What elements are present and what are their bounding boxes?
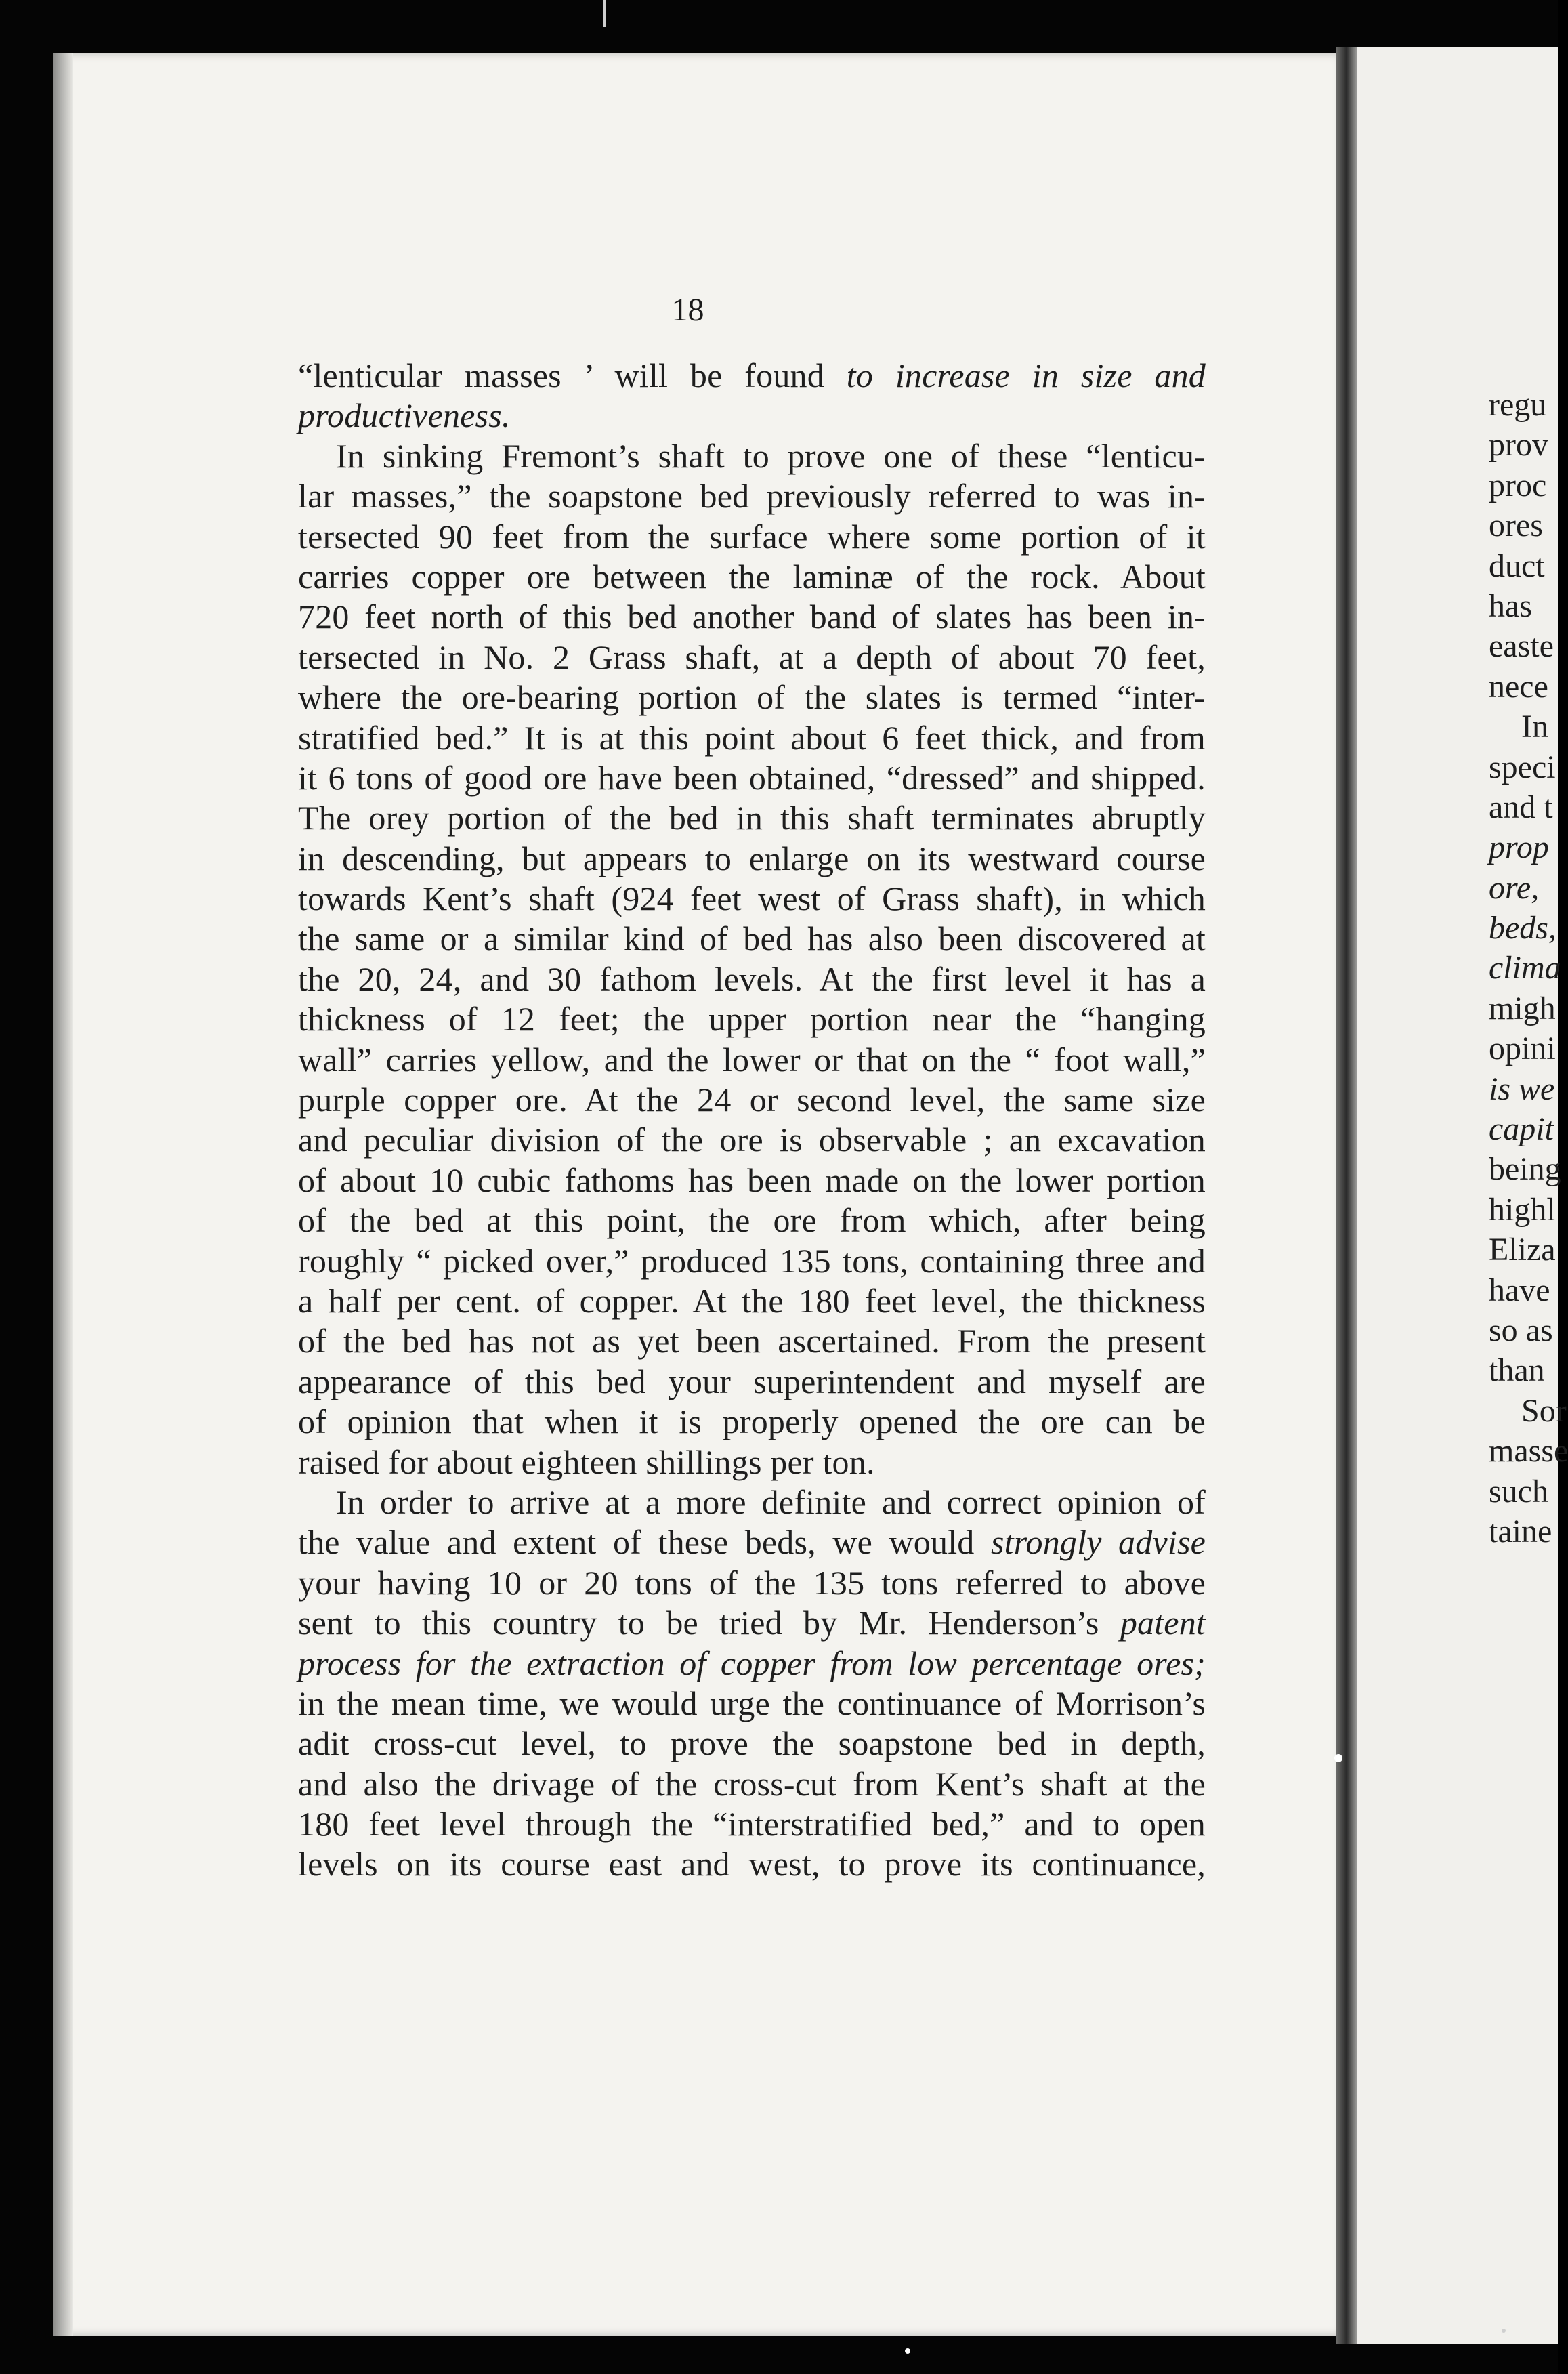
right-text-line: has	[1489, 587, 1532, 624]
italic-text-segment: productiveness.	[298, 396, 511, 435]
scan-speck	[603, 0, 606, 27]
text-segment: carries copper ore between the laminæ of the rock. About	[298, 557, 1206, 596]
text-line	[298, 1362, 1206, 1402]
text-line	[298, 436, 1206, 476]
text-line	[298, 1241, 1206, 1281]
right-text-line: clima	[1489, 950, 1561, 986]
text-line	[298, 557, 1206, 597]
text-segment: the 20, 24, and 30 fathom levels. At the first level it has a	[298, 959, 1206, 998]
text-segment: In order to arrive at a more definite and correct opinion of	[336, 1482, 1206, 1521]
text-line	[298, 839, 1206, 879]
right-text-line: ores	[1489, 507, 1543, 544]
right-text-line: capit	[1489, 1111, 1554, 1148]
italic-text-segment: strongly advise	[990, 1523, 1206, 1562]
text-line	[298, 1522, 1206, 1562]
right-text-line: duct	[1489, 547, 1545, 584]
text-line	[298, 1603, 1206, 1643]
right-text-line: In	[1521, 709, 1548, 745]
text-segment: the same or a similar kind of bed has also been discovered at	[298, 919, 1206, 958]
right-text-line: nece	[1489, 668, 1548, 705]
text-line	[298, 798, 1206, 838]
right-text-line: so as	[1489, 1312, 1553, 1348]
text-segment: and peculiar division of the ore is observable ; an excavation	[298, 1121, 1206, 1159]
text-segment: raised for about eighteen shillings per ton.	[298, 1442, 875, 1481]
right-text-line: being	[1489, 1151, 1561, 1188]
text-segment: in the mean time, we would urge the continuance of Morrison’s	[298, 1684, 1206, 1722]
right-text-line: ore,	[1489, 869, 1540, 906]
right-text-line: taine	[1489, 1513, 1552, 1549]
text-segment: wall” carries yellow, and the lower or that on the “ foot wall,”	[298, 1040, 1206, 1079]
text-line	[298, 1080, 1206, 1120]
text-segment: your having 10 or 20 tons of the 135 tons referred to above	[298, 1563, 1206, 1602]
text-segment: purple copper ore. At the 24 or second level, the same size	[298, 1081, 1206, 1119]
right-text-line: prov	[1489, 427, 1548, 463]
text-segment: 180 feet level through the “interstratified bed,” and to open	[298, 1805, 1206, 1844]
text-segment: a half per cent. of copper. At the 180 feet level, the thickness	[298, 1281, 1206, 1320]
right-text-line: is we	[1489, 1070, 1555, 1107]
text-line	[298, 758, 1206, 798]
text-line	[298, 1120, 1206, 1160]
text-segment: “lenticular masses ’ will be found	[298, 356, 847, 394]
text-line	[298, 1201, 1206, 1241]
text-segment: of the bed at this point, the ore from which, after being	[298, 1201, 1206, 1240]
right-text-line: easte	[1489, 628, 1554, 665]
text-line	[298, 1644, 1206, 1684]
right-text-line: Sor	[1521, 1392, 1567, 1429]
text-segment: lar masses,” the soapstone bed previously referred to was in-	[298, 477, 1206, 516]
right-text-line: speci	[1489, 749, 1556, 785]
text-segment: thickness of 12 feet; the upper portion near the “hanging	[298, 1000, 1206, 1039]
text-segment: the value and extent of these beds, we would	[298, 1523, 991, 1562]
text-line	[298, 1482, 1206, 1522]
text-segment: in descending, but appears to enlarge on its westward course	[298, 839, 1206, 877]
right-text-line: regu	[1489, 387, 1547, 423]
text-line	[298, 1321, 1206, 1361]
text-line	[298, 718, 1206, 758]
right-text-line: prop	[1489, 829, 1549, 866]
text-line	[298, 1442, 1206, 1482]
right-text-line: beds,	[1489, 910, 1556, 946]
text-line	[298, 1804, 1206, 1844]
text-line	[298, 999, 1206, 1039]
text-segment: levels on its course east and west, to prove its continuance,	[298, 1845, 1206, 1883]
text-line	[298, 638, 1206, 678]
right-text-line: opini	[1489, 1030, 1556, 1067]
right-text-line: Eliza	[1489, 1232, 1556, 1268]
scan-speck	[905, 2348, 910, 2354]
text-line	[298, 879, 1206, 919]
text-line	[298, 1724, 1206, 1764]
text-line	[298, 1563, 1206, 1603]
text-segment: it 6 tons of good ore have been obtained, “dressed” and shipped.	[298, 758, 1206, 797]
page-number: 18	[671, 292, 704, 328]
right-text-line: masse	[1489, 1433, 1568, 1470]
text-segment: of opinion that when it is properly opened the ore can be	[298, 1402, 1206, 1441]
text-segment: roughly “ picked over,” produced 135 tons, containing three and	[298, 1241, 1206, 1280]
right-text-line: migh	[1489, 990, 1556, 1026]
text-segment: adit cross-cut level, to prove the soapstone bed in depth,	[298, 1724, 1206, 1763]
right-text-line: have	[1489, 1272, 1550, 1308]
right-text-line: proc	[1489, 467, 1547, 503]
text-line	[298, 396, 1206, 436]
text-segment: of the bed has not as yet been ascertained. From the present	[298, 1322, 1206, 1360]
right-text-line: highl	[1489, 1191, 1556, 1228]
text-segment: of about 10 cubic fathoms has been made on the lower portion	[298, 1161, 1206, 1199]
text-line	[298, 1281, 1206, 1321]
text-line	[298, 1402, 1206, 1442]
book-gutter	[1336, 47, 1357, 2344]
text-line	[298, 1040, 1206, 1080]
text-segment: tersected 90 feet from the surface where some portion of it	[298, 517, 1206, 556]
text-segment: sent to this country to be tried by Mr. Henderson’s	[298, 1604, 1120, 1642]
text-segment: and also the drivage of the cross-cut from Kent’s shaft at the	[298, 1764, 1206, 1803]
text-segment: 720 feet north of this bed another band of slates has been in-	[298, 598, 1206, 636]
text-segment: stratified bed.” It is at this point about 6 feet thick, and from	[298, 718, 1206, 757]
right-text-line: and t	[1489, 789, 1553, 825]
text-segment: appearance of this bed your superintendent and myself are	[298, 1362, 1206, 1400]
text-segment: towards Kent’s shaft (924 feet west of Grass shaft), in which	[298, 879, 1206, 918]
text-line	[298, 1161, 1206, 1201]
italic-text-segment: process for the extraction of copper from low percentage ores;	[298, 1644, 1206, 1682]
right-page-text-fragment	[1489, 385, 1568, 1552]
text-line	[298, 597, 1206, 637]
italic-text-segment: patent	[1120, 1604, 1206, 1642]
text-line	[298, 1684, 1206, 1724]
text-segment: tersected in No. 2 Grass shaft, at a depth of about 70 feet,	[298, 638, 1206, 676]
text-line	[298, 1764, 1206, 1804]
text-line	[298, 517, 1206, 557]
text-line	[298, 1844, 1206, 1884]
right-text-line: than	[1489, 1352, 1545, 1389]
text-segment: The orey portion of the bed in this shaft terminates abruptly	[298, 799, 1206, 837]
text-segment: where the ore-bearing portion of the slates is termed “inter-	[298, 678, 1206, 717]
text-line	[298, 476, 1206, 516]
right-text-line: such	[1489, 1473, 1548, 1509]
text-line	[298, 959, 1206, 999]
text-line	[298, 678, 1206, 717]
left-page-text-block	[298, 356, 1206, 1885]
text-line	[298, 919, 1206, 959]
text-segment: In sinking Fremont’s shaft to prove one of these “lenticu-	[336, 436, 1206, 475]
italic-text-segment: to increase in size and	[846, 356, 1206, 394]
text-line	[298, 356, 1206, 396]
